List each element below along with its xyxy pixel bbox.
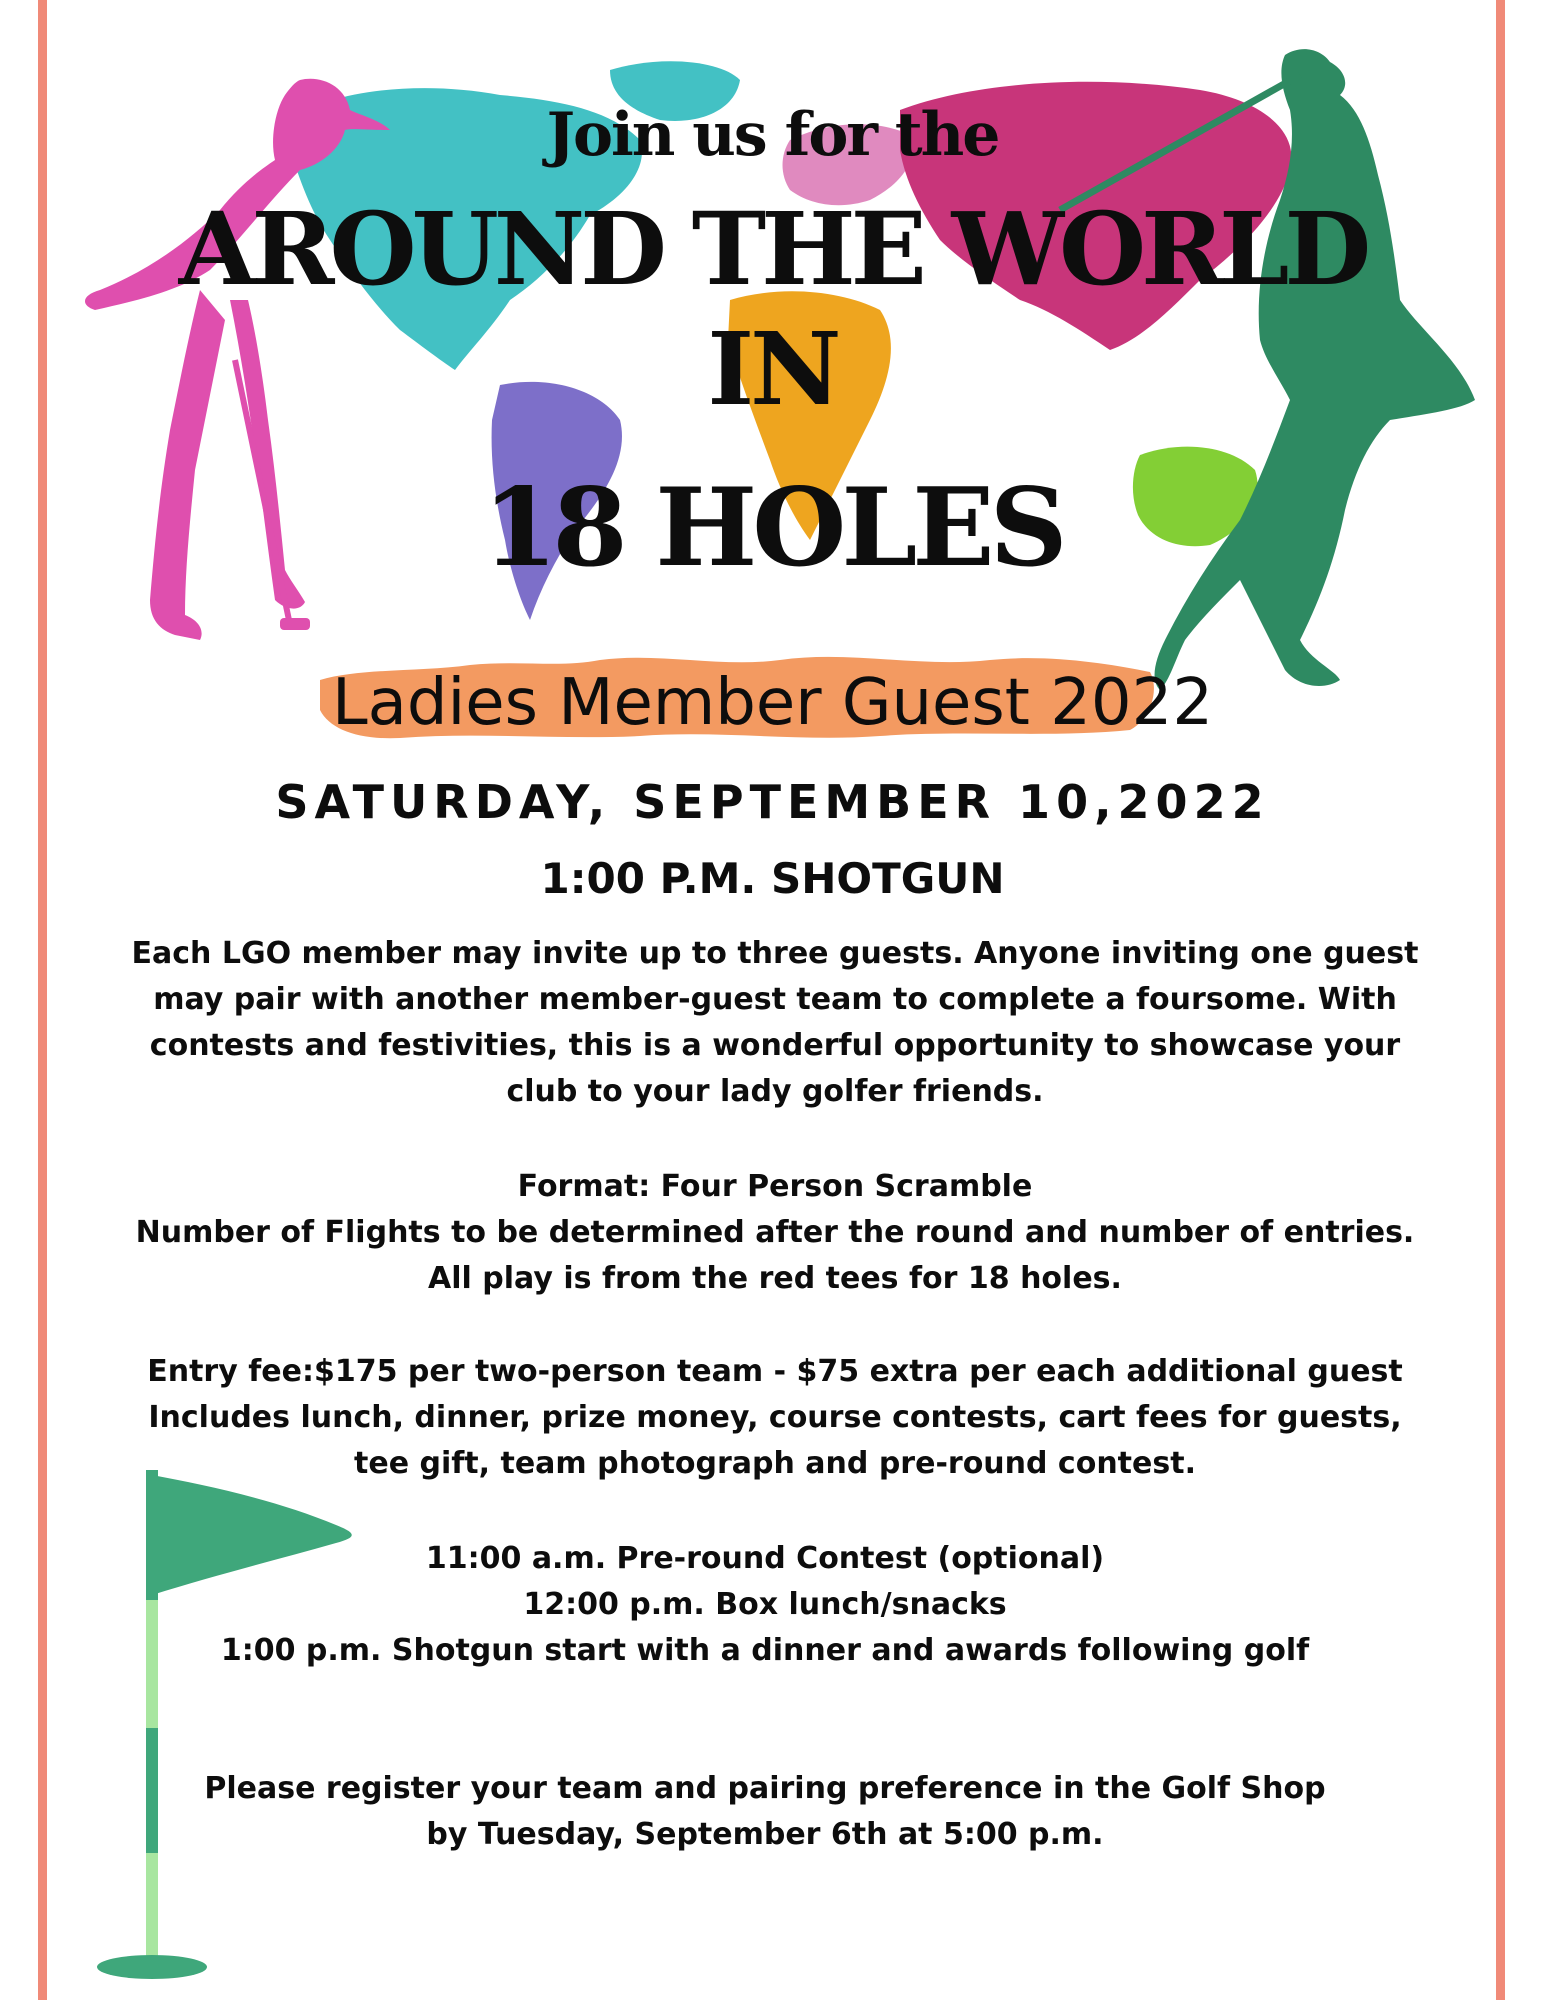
register-line: Please register your team and pairing preference in the Golf Shop xyxy=(204,1771,1326,1806)
intro-line: club to your lady golfer friends. xyxy=(506,1074,1044,1109)
flag-pole-dark xyxy=(146,1728,158,1853)
intro-line: contests and festivities, this is a wonderful opportunity to showcase your xyxy=(149,1028,1401,1063)
flag-pole-light-2 xyxy=(146,1853,158,1965)
format-line: Number of Flights to be determined after the round and number of entries. xyxy=(135,1215,1415,1250)
flag-pole-light-1 xyxy=(146,1600,158,1728)
golf-flag-icon xyxy=(96,1465,416,1985)
flag-hole-base xyxy=(97,1955,207,1979)
schedule-line: 1:00 p.m. Shotgun start with a dinner and awards following golf xyxy=(220,1633,1310,1668)
title-around-the-world: AROUND THE WORLD xyxy=(178,190,1367,308)
register-line: by Tuesday, September 6th at 5:00 p.m. xyxy=(426,1817,1104,1852)
join-us-text: Join us for the xyxy=(546,100,999,170)
entry-line: Entry fee:$175 per two-person team - $75 extra per each additional guest xyxy=(147,1354,1403,1389)
entry-line: Includes lunch, dinner, prize money, course contests, cart fees for guests, xyxy=(148,1400,1402,1435)
event-time: 1:00 P.M. SHOTGUN xyxy=(540,854,1005,903)
event-date: SATURDAY, SEPTEMBER 10,2022 xyxy=(275,775,1270,829)
title-18-holes: 18 HOLES xyxy=(482,465,1063,591)
entry-line: tee gift, team photograph and pre-round contest. xyxy=(354,1446,1196,1481)
flag-pennant xyxy=(152,1475,352,1595)
format-line: All play is from the red tees for 18 holes. xyxy=(428,1261,1122,1296)
format-section xyxy=(60,1164,1490,1302)
event-subtitle: Ladies Member Guest 2022 xyxy=(331,666,1214,740)
title-in: IN xyxy=(707,310,838,428)
intro-paragraph xyxy=(60,931,1490,1115)
putter-head xyxy=(280,618,310,630)
schedule-line: 12:00 p.m. Box lunch/snacks xyxy=(523,1587,1007,1622)
schedule-line: 11:00 a.m. Pre-round Contest (optional) xyxy=(425,1541,1105,1576)
format-line: Format: Four Person Scramble xyxy=(517,1169,1033,1204)
intro-line: Each LGO member may invite up to three guests. Anyone inviting one guest xyxy=(131,936,1419,971)
intro-line: may pair with another member-guest team to complete a foursome. With xyxy=(153,982,1397,1017)
